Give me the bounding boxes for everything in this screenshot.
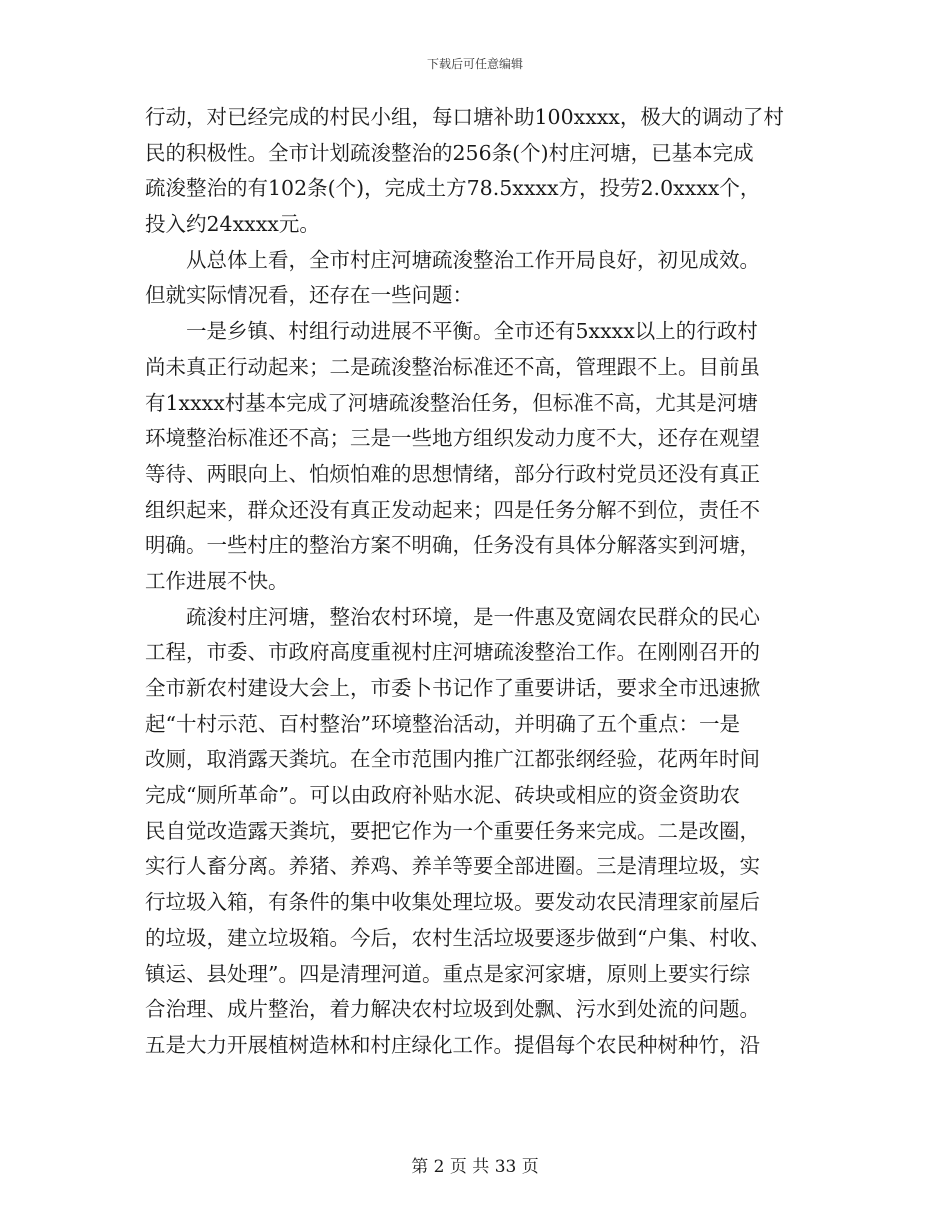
text-line: 投入约24xxxx元。 [145, 212, 320, 237]
text-line: 民的积极性。全市计划疏浚整治的256条(个)村庄河塘，已基本完成 [145, 140, 754, 165]
text-line: 明确。一些村庄的整治方案不明确，任务没有具体分解落实到河塘， [145, 533, 760, 558]
text-line: 疏浚整治的有102条(个)，完成土方78.5xxxx方，投劳2.0xxxx个， [145, 176, 761, 201]
text-line: 全市新农村建设大会上，市委卜书记作了重要讲话，要求全市迅速掀 [145, 676, 760, 700]
text-line: 工程，市委、市政府高度重视村庄河塘疏浚整治工作。在刚刚召开的 [145, 640, 760, 665]
text-line: 尚未真正行动起来；二是疏浚整治标准还不高，管理跟不上。目前虽 [145, 354, 760, 379]
text-line: 从总体上看，全市村庄河塘疏浚整治工作开局良好，初见成效。 [145, 247, 760, 272]
text-line: 疏浚村庄河塘，整治农村环境，是一件惠及宽阔农民群众的民心 [145, 604, 760, 629]
page-header: 下载后可任意编辑 [426, 57, 523, 71]
text-line: 镇运、县处理”。四是清理河道。重点是家河家塘，原则上要实行综 [145, 961, 750, 986]
text-line: 工作进展不快。 [145, 568, 289, 593]
text-line: 环境整治标准还不高；三是一些地方组织发动力度不大，还存在观望 [145, 426, 760, 451]
text-line: 有1xxxx村基本完成了河塘疏浚整治任务，但标准不高，尤其是河塘 [145, 390, 758, 415]
document-body [145, 100, 805, 1064]
text-line: 起“十村示范、百村整治”环境整治活动，并明确了五个重点：一是 [145, 711, 740, 736]
text-line: 行垃圾入箱，有条件的集中收集处理垃圾。要发动农民清理家前屋后 [145, 890, 760, 915]
text-line: 组织起来，群众还没有真正发动起来；四是任务分解不到位，责任不 [145, 497, 760, 522]
text-line: 等待、两眼向上、怕烦怕难的思想情绪，部分行政村党员还没有真正 [145, 461, 760, 486]
text-line: 的垃圾，建立垃圾箱。今后，农村生活垃圾要逐步做到“户集、村收、 [145, 925, 771, 950]
page-number: 第 2 页 共 33 页 [411, 1157, 539, 1177]
text-line: 民自觉改造露天粪坑，要把它作为一个重要任务来完成。二是改圈， [145, 818, 760, 843]
text-line: 合治理、成片整治，着力解决农村垃圾到处飘、污水到处流的问题。 [145, 997, 760, 1022]
text-line: 一是乡镇、村组行动进展不平衡。全市还有5xxxx以上的行政村 [145, 319, 758, 344]
text-line: 行动，对已经完成的村民小组，每口塘补助100xxxx，极大的调动了村 [145, 105, 784, 129]
text-line: 完成“厕所革命”。可以由政府补贴水泥、砖块或相应的资金资助农 [145, 783, 740, 808]
text-line: 改厕，取消露天粪坑。在全市范围内推广江都张纲经验，花两年时间 [145, 747, 760, 772]
text-line: 但就实际情况看，还存在一些问题： [145, 283, 473, 308]
text-line: 五是大力开展植树造林和村庄绿化工作。提倡每个农民种树种竹，沿 [145, 1032, 760, 1057]
text-line: 实行人畜分离。养猪、养鸡、养羊等要全部进圈。三是清理垃圾，实 [145, 854, 760, 879]
